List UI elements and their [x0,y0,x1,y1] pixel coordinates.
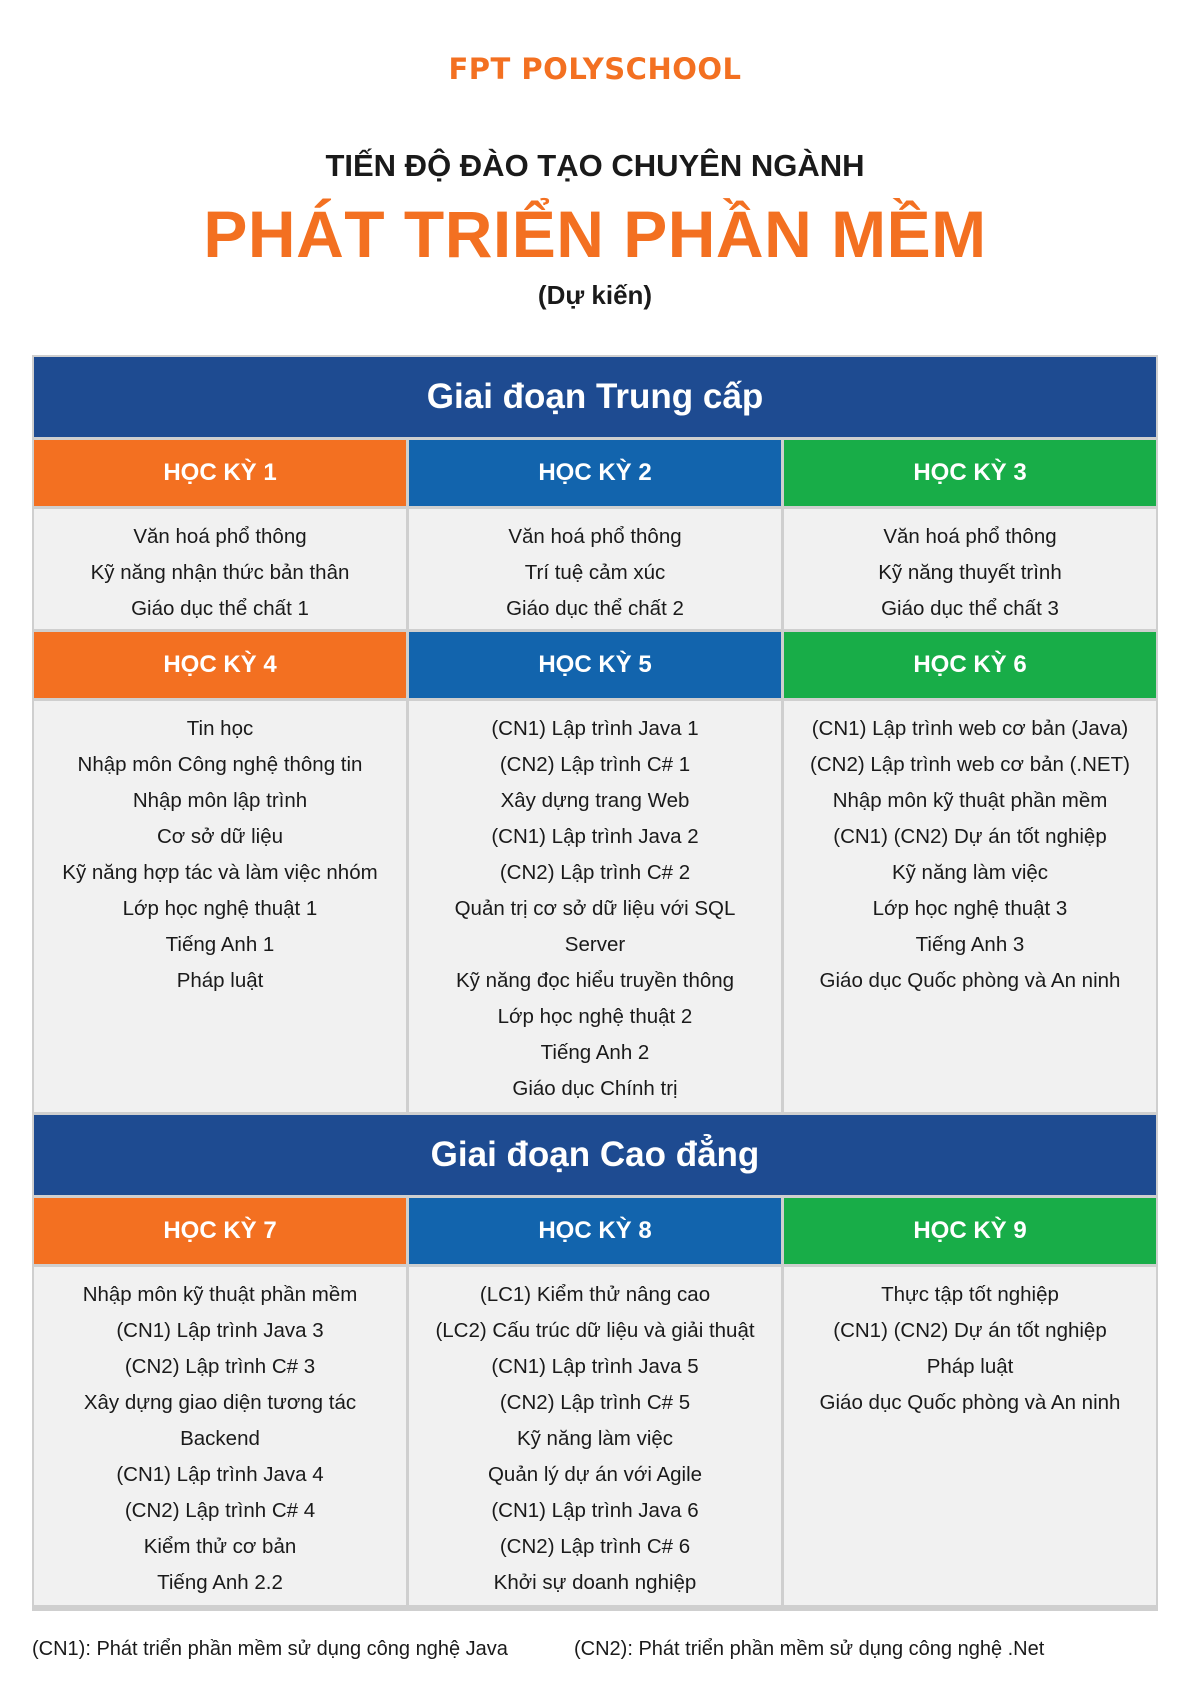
course-item: Kỹ năng nhận thức bản thân [90,561,350,584]
course-item: (CN2) Lập trình C# 4 [124,1499,316,1522]
course-item: Nhập môn Công nghệ thông tin [77,753,363,776]
course-item: Trí tuệ cảm xúc [524,561,666,584]
page-title-main: PHÁT TRIỂN PHẦN MỀM [203,197,987,271]
semester-1-courses [34,509,406,629]
phase-header-cao-dang: Giai đoạn Cao đẳng [34,1115,1156,1195]
page-title-line1: TIẾN ĐỘ ĐÀO TẠO CHUYÊN NGÀNH [325,148,865,183]
semester-9-header: HỌC KỲ 9 [784,1198,1156,1264]
semester-7-courses [34,1267,406,1605]
course-item: Giáo dục thể chất 1 [131,597,309,620]
course-item: Nhập môn lập trình [132,789,308,812]
course-item: Tiếng Anh 2.2 [157,1571,283,1594]
footnote-cn2: (CN2): Phát triển phần mềm sử dụng công nghệ .Net [574,1638,1045,1660]
course-item: Lớp học nghệ thuật 2 [497,1005,693,1028]
course-item: Giáo dục thể chất 2 [506,597,684,620]
course-item: (LC1) Kiểm thử nâng cao [479,1283,711,1306]
course-list [784,1277,1156,1421]
course-item: Tin học [186,717,254,740]
semester-body-row [34,1267,1156,1605]
course-item: (CN1) Lập trình Java 4 [116,1463,324,1486]
semester-7-header: HỌC KỲ 7 [34,1198,406,1264]
course-item: Quản lý dự án với Agile [487,1463,703,1486]
course-item: Nhập môn kỹ thuật phần mềm [82,1283,358,1306]
footnotes [32,1638,1162,1661]
course-item: Văn hoá phổ thông [133,525,307,548]
course-list [409,519,781,627]
semester-2-courses [409,509,781,629]
semester-header-row [34,1198,1156,1264]
course-item: (CN2) Lập trình C# 3 [124,1355,316,1378]
course-item: (CN2) Lập trình C# 2 [499,861,691,884]
semester-3-header: HỌC KỲ 3 [784,440,1156,506]
course-item: (CN2) Lập trình C# 6 [499,1535,691,1558]
course-item: Giáo dục Chính trị [512,1077,678,1100]
curriculum-table [32,355,1158,1611]
semester-4-courses [34,701,406,1112]
footnote-cn1: (CN1): Phát triển phần mềm sử dụng công nghệ Java [32,1638,508,1660]
semester-5-courses [409,701,781,1112]
course-item: Kỹ năng làm việc [516,1427,674,1450]
course-item: (CN1) Lập trình Java 3 [116,1319,324,1342]
course-list [34,711,406,999]
course-item: Xây dựng giao diện tương tác [83,1391,357,1414]
course-list [409,1277,781,1601]
course-item: Giáo dục Quốc phòng và An ninh [819,1391,1121,1414]
semester-header-row [34,440,1156,506]
semester-5-header: HỌC KỲ 5 [409,632,781,698]
semester-body-row [34,701,1156,1112]
course-list [409,711,781,1107]
course-item: Quản trị cơ sở dữ liệu với SQL [454,897,736,920]
course-item: Cơ sở dữ liệu [156,825,284,848]
semester-1-header: HỌC KỲ 1 [34,440,406,506]
semester-4-header: HỌC KỲ 4 [34,632,406,698]
course-item: (CN1) (CN2) Dự án tốt nghiệp [833,825,1107,848]
course-item: Server [564,933,626,956]
course-item: Kiểm thử cơ bản [143,1535,297,1558]
course-item: Tiếng Anh 1 [165,933,275,956]
course-item: (CN2) Lập trình C# 5 [499,1391,691,1414]
course-list [34,519,406,627]
semester-9-courses [784,1267,1156,1605]
course-list [784,519,1156,627]
semester-6-header: HỌC KỲ 6 [784,632,1156,698]
brand-logo-text: FPT POLYSCHOOL [448,52,742,86]
semester-3-courses [784,509,1156,629]
course-item: (CN1) (CN2) Dự án tốt nghiệp [833,1319,1107,1342]
course-item: Backend [180,1427,260,1450]
course-item: Kỹ năng làm việc [891,861,1049,884]
course-item: (CN1) Lập trình Java 2 [491,825,699,848]
semester-6-courses [784,701,1156,1112]
semester-8-header: HỌC KỲ 8 [409,1198,781,1264]
course-item: Thực tập tốt nghiệp [881,1283,1059,1306]
course-item: Tiếng Anh 3 [915,933,1025,956]
course-item: Văn hoá phổ thông [508,525,682,548]
course-list [34,1277,406,1601]
phase-header-trung-cap: Giai đoạn Trung cấp [34,357,1156,437]
course-item: Văn hoá phổ thông [883,525,1057,548]
course-item: (CN2) Lập trình C# 1 [499,753,691,776]
course-item: Pháp luật [926,1355,1014,1378]
course-item: Pháp luật [176,969,264,992]
course-item: Kỹ năng thuyết trình [878,561,1062,584]
semester-body-row [34,509,1156,629]
page-title-note: (Dự kiến) [537,280,653,310]
course-item: Kỹ năng hợp tác và làm việc nhóm [62,861,378,884]
course-item: Giáo dục Quốc phòng và An ninh [819,969,1121,992]
course-item: (CN2) Lập trình web cơ bản (.NET) [810,753,1130,776]
course-item: Khởi sự doanh nghiệp [493,1571,697,1594]
semester-8-courses [409,1267,781,1605]
course-item: Nhập môn kỹ thuật phần mềm [832,789,1108,812]
course-item: Lớp học nghệ thuật 3 [872,897,1068,920]
course-item: (CN1) Lập trình Java 5 [491,1355,699,1378]
course-item: (CN1) Lập trình web cơ bản (Java) [811,717,1129,740]
semester-2-header: HỌC KỲ 2 [409,440,781,506]
course-list [784,711,1156,999]
course-item: Tiếng Anh 2 [540,1041,650,1064]
course-item: Kỹ năng đọc hiểu truyền thông [455,969,735,992]
course-item: (CN1) Lập trình Java 1 [491,717,699,740]
course-item: Giáo dục thể chất 3 [881,597,1059,620]
course-item: Xây dựng trang Web [500,789,690,812]
course-item: Lớp học nghệ thuật 1 [122,897,318,920]
semester-header-row [34,632,1156,698]
course-item: (CN1) Lập trình Java 6 [491,1499,699,1522]
course-item: (LC2) Cấu trúc dữ liệu và giải thuật [435,1319,755,1342]
